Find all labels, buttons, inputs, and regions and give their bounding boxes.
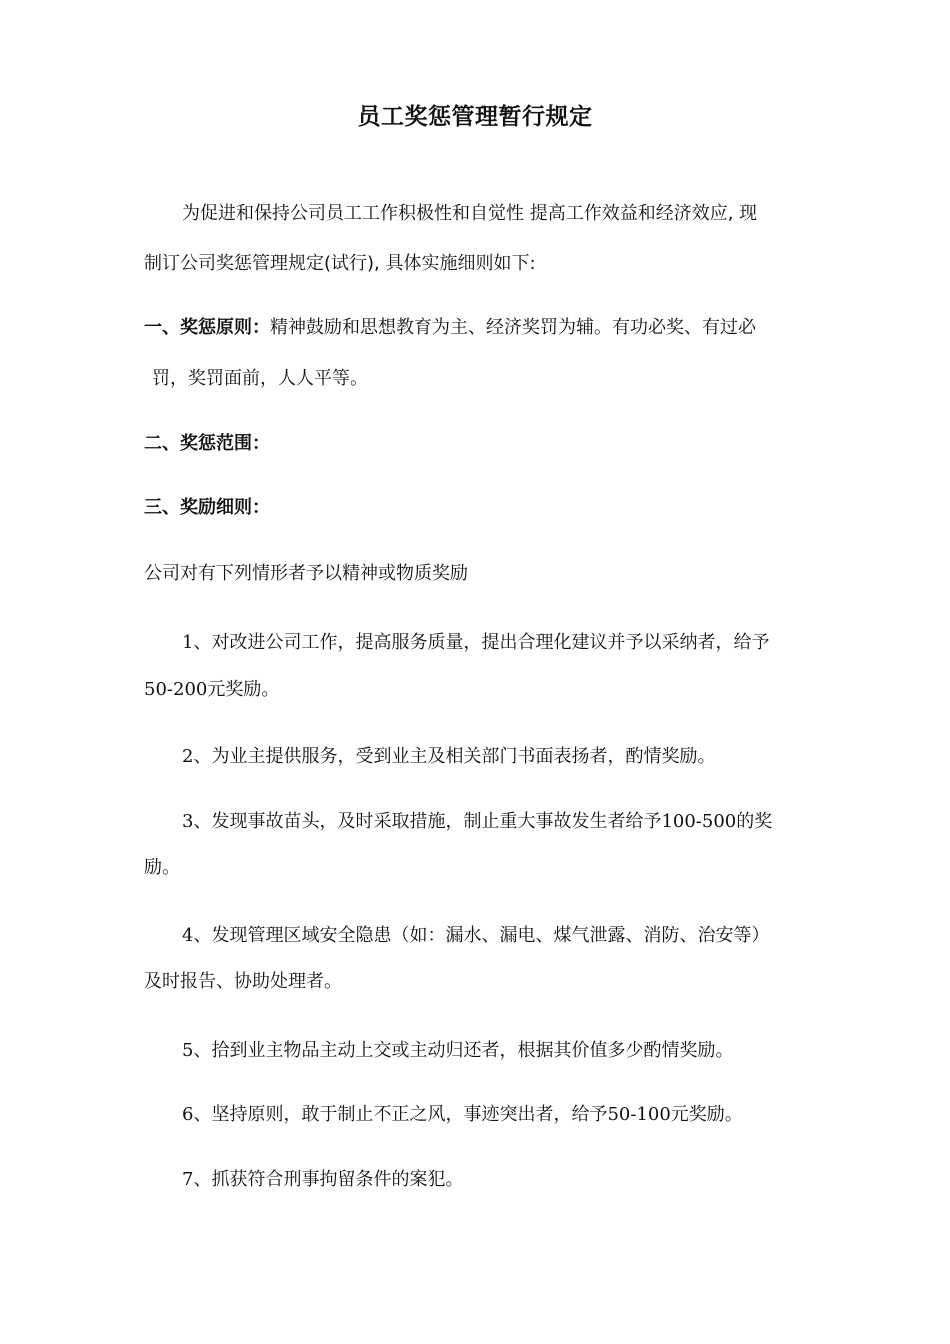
item-text: 的奖 <box>736 811 773 832</box>
amount: 100-500 <box>661 811 737 832</box>
reward-item-2 <box>182 744 822 770</box>
reward-item-4-line-1 <box>182 923 822 949</box>
section-1-line-1 <box>144 315 824 341</box>
intro-line-2: 制订公司奖惩管理规定(试行), 具体实施细则如下: <box>144 253 536 274</box>
section-3-lead: 公司对有下列情形者予以精神或物质奖励 <box>144 563 468 584</box>
reward-item-6 <box>182 1102 822 1128</box>
item-text: 、拾到业主物品主动上交或主动归还者，根据其价值多少酌情奖励。 <box>193 1040 734 1061</box>
reward-item-4-line-2: 及时报告、协助处理者。 <box>144 971 342 992</box>
item-text: 、对改进公司工作，提高服务质量，提出合理化建议并予以采纳者，给予 <box>193 632 770 653</box>
item-text: 、发现管理区域安全隐患（如：漏水、漏电、煤气泄露、消防、治安等） <box>193 925 770 946</box>
section-3-heading: 三、奖励细则： <box>144 497 270 518</box>
reward-item-3-line-2: 励。 <box>144 857 180 878</box>
item-number: 1 <box>182 632 194 653</box>
item-text: 元奖励。 <box>670 1104 743 1125</box>
reward-item-1-line-1 <box>182 630 822 656</box>
item-text: 、发现事故苗头，及时采取措施，制止重大事故发生者给予 <box>193 811 662 832</box>
intro-line-1: 为促进和保持公司员工工作积极性和自觉性 提高工作效益和经济效应, 现 <box>182 203 758 224</box>
amount: 50-200 <box>144 679 208 700</box>
item-number: 6 <box>182 1104 194 1125</box>
amount: 50-100 <box>607 1104 671 1125</box>
section-1-line-2: 罚，奖罚面前，人人平等。 <box>152 368 368 389</box>
reward-item-7 <box>182 1167 822 1193</box>
section-2-heading: 二、奖惩范围： <box>144 433 270 454</box>
section-1-heading: 一、奖惩原则： <box>144 317 270 338</box>
item-number: 2 <box>182 746 194 767</box>
item-number: 3 <box>182 811 194 832</box>
reward-item-1-line-2 <box>144 677 824 703</box>
item-text: 、坚持原则，敢于制止不正之风，事迹突出者，给予 <box>193 1104 608 1125</box>
reward-item-5 <box>182 1038 822 1064</box>
item-text: 、抓获符合刑事拘留条件的案犯。 <box>193 1169 464 1190</box>
document-title: 员工奖惩管理暂行规定 <box>357 104 593 130</box>
section-1-text: 精神鼓励和思想教育为主、经济奖罚为辅。有功必奖、有过必 <box>270 317 756 338</box>
item-number: 4 <box>182 925 194 946</box>
item-number: 7 <box>182 1169 194 1190</box>
item-number: 5 <box>182 1040 194 1061</box>
item-text: 元奖励。 <box>207 679 280 700</box>
reward-item-3-line-1 <box>182 809 822 835</box>
item-text: 、为业主提供服务，受到业主及相关部门书面表扬者，酌情奖励。 <box>193 746 716 767</box>
